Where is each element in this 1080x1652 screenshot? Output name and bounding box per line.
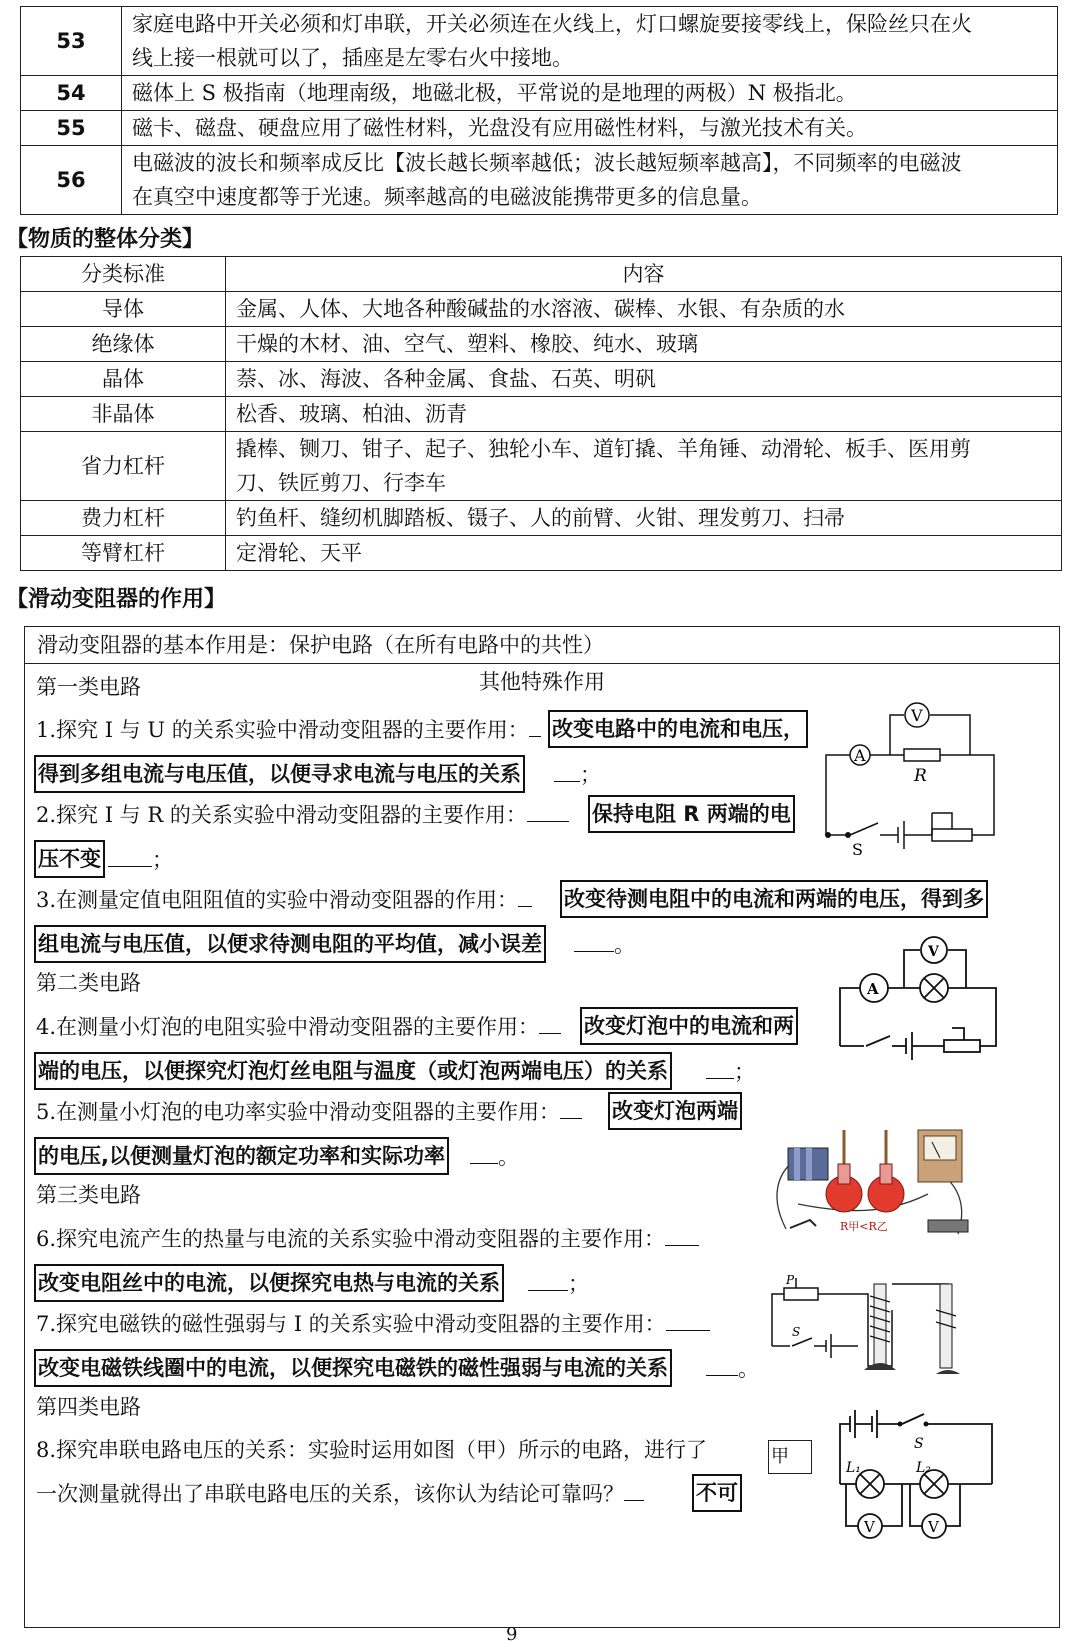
answer-end — [706, 1353, 759, 1384]
content-cell: 金属、人体、大地各种酸碱盐的水溶液、碳棒、水银、有杂质的水 — [226, 292, 1062, 327]
punct: 。 — [498, 1145, 519, 1169]
table-row — [21, 327, 1062, 362]
series-voltage-circuit — [820, 1404, 1010, 1574]
answer-blank — [108, 844, 152, 867]
answer-8: 不可 — [692, 1474, 742, 1512]
answer-blank — [529, 714, 541, 737]
question-text: 7.探究电磁铁的磁性强弱与 I 的关系实验中滑动变阻器的主要作用： — [36, 1312, 666, 1336]
table-row — [21, 397, 1062, 432]
row-text: 磁卡、磁盘、硬盘应用了磁性材料，光盘没有应用磁性材料，与激光技术有关。 — [122, 111, 1058, 146]
circuit-class-2: 第二类电路 — [36, 971, 141, 995]
content-cell: 松香、玻璃、柏油、沥青 — [226, 397, 1062, 432]
answer-blank — [518, 884, 532, 907]
resistor-label: R — [914, 766, 927, 786]
row-number: 54 — [21, 76, 122, 111]
row-text-line: 线上接一根就可以了，插座是左零右火中接地。 — [132, 46, 573, 70]
answer-blank — [666, 1308, 710, 1331]
answer-end — [574, 929, 635, 960]
answer-blank — [665, 1223, 699, 1246]
row-text-line: 在真空中速度都等于光速。频率越高的电磁波能携带更多的信息量。 — [132, 185, 762, 209]
table-row — [21, 111, 1058, 146]
table-row — [21, 146, 1058, 215]
voltmeter-2-label: V — [928, 1518, 939, 1536]
figure-jia-label: 甲 — [768, 1440, 812, 1474]
punct: ； — [152, 848, 173, 872]
answer-end — [554, 759, 601, 790]
row-text — [122, 7, 1058, 76]
content-cell: 干燥的木材、油、空气、塑料、橡胶、纯水、玻璃 — [226, 327, 1062, 362]
table-header-row — [21, 257, 1062, 292]
question-7 — [36, 1308, 710, 1339]
circuit-diagram-1 — [820, 695, 1010, 855]
category-cell: 非晶体 — [21, 397, 226, 432]
answer-blank — [560, 1096, 582, 1119]
slider-p-label: P — [786, 1273, 795, 1287]
answer-1a: 改变电路中的电流和电压， — [548, 710, 808, 748]
answer-3b: 组电流与电压值，以便求待测电阻的平均值，减小误差 — [34, 925, 546, 963]
question-1 — [36, 714, 541, 745]
answer-end — [706, 1056, 755, 1087]
question-8-line2 — [36, 1478, 644, 1509]
column-header: 内容 — [226, 257, 1062, 292]
question-text: 5.在测量小灯泡的电功率实验中滑动变阻器的主要作用： — [36, 1100, 561, 1124]
answer-3a: 改变待测电阻中的电流和两端的电压，得到多 — [560, 880, 988, 918]
category-cell: 导体 — [21, 292, 226, 327]
table-row — [21, 432, 1062, 501]
category-cell: 等臂杠杆 — [21, 536, 226, 571]
question-text: 2.探究 I 与 R 的关系实验中滑动变阻器的主要作用： — [36, 803, 527, 827]
answer-blank — [706, 1353, 738, 1376]
content-cell — [226, 432, 1062, 501]
question-4 — [36, 1011, 561, 1042]
question-text: 1.探究 I 与 U 的关系实验中滑动变阻器的主要作用： — [36, 718, 529, 742]
answer-blank — [470, 1141, 498, 1164]
question-text: 3.在测量定值电阻阻值的实验中滑动变阻器的作用： — [36, 888, 519, 912]
category-cell: 晶体 — [21, 362, 226, 397]
answer-7: 改变电磁铁线圈中的电流，以便探究电磁铁的磁性强弱与电流的关系 — [34, 1349, 672, 1387]
resistance-compare-label: R甲<R乙 — [840, 1220, 888, 1233]
ammeter-label: A — [867, 980, 879, 998]
answer-5b: 的电压,以便测量灯泡的额定功率和实际功率 — [34, 1137, 449, 1175]
lamp-l2-label: L₂ — [916, 1460, 931, 1476]
switch-label: S — [792, 1325, 801, 1339]
answer-end — [470, 1141, 519, 1172]
row-text — [122, 146, 1058, 215]
answer-2b: 压不变 — [34, 840, 105, 878]
circuit-class-4: 第四类电路 — [36, 1395, 141, 1419]
question-2 — [36, 799, 569, 830]
answer-blank — [527, 799, 569, 822]
circuit-class-1: 第一类电路 — [36, 675, 141, 699]
answer-blank — [554, 759, 580, 782]
category-cell: 绝缘体 — [21, 327, 226, 362]
answer-blank — [539, 1011, 561, 1034]
answer-1b: 得到多组电流与电压值，以便寻求电流与电压的关系 — [34, 755, 525, 793]
electromagnet-apparatus — [768, 1270, 978, 1388]
row-number: 53 — [21, 7, 122, 76]
content-cell: 萘、冰、海波、各种金属、食盐、石英、明矾 — [226, 362, 1062, 397]
table-row — [21, 292, 1062, 327]
answer-blank — [624, 1478, 644, 1501]
table-row — [21, 76, 1058, 111]
question-3 — [36, 884, 532, 915]
voltmeter-1-label: V — [864, 1518, 875, 1536]
answer-2a: 保持电阻 R 两端的电 — [588, 795, 795, 833]
circuit-diagram-2 — [834, 936, 1014, 1076]
answer-blank — [574, 929, 614, 952]
section-title-classification: 【物质的整体分类】 — [6, 227, 205, 252]
rules-table — [20, 6, 1058, 215]
punct: ； — [580, 763, 601, 787]
circuit-class-3: 第三类电路 — [36, 1183, 141, 1207]
row-text: 磁体上 S 极指南（地理南级，地磁北极，平常说的是地理的两极）N 极指北。 — [122, 76, 1058, 111]
section-title-rheostat: 【滑动变阻器的作用】 — [6, 587, 227, 612]
row-text-line: 家庭电路中开关必须和灯串联，开关必须连在火线上，灯口螺旋要接零线上，保险丝只在火 — [132, 12, 972, 36]
question-5 — [36, 1096, 582, 1127]
answer-blank — [706, 1056, 734, 1079]
punct: ； — [734, 1060, 755, 1084]
row-number: 55 — [21, 111, 122, 146]
joule-heating-apparatus — [768, 1124, 973, 1252]
content-line: 撬棒、铡刀、钳子、起子、独轮小车、道钉撬、羊角锤、动滑轮、板手、医用剪 — [236, 437, 971, 461]
basic-role: 滑动变阻器的基本作用是：保护电路（在所有电路中的共性） — [37, 633, 604, 657]
answer-blank — [528, 1268, 568, 1291]
table-row — [21, 7, 1058, 76]
row-number: 56 — [21, 146, 122, 215]
category-cell: 省力杠杆 — [21, 432, 226, 501]
question-8-line1: 8.探究串联电路电压的关系：实验时运用如图（甲）所示的电路，进行了 — [36, 1438, 708, 1462]
switch-label: S — [914, 1436, 924, 1452]
question-text: 6.探究电流产生的热量与电流的关系实验中滑动变阻器的主要作用： — [36, 1227, 666, 1251]
voltmeter-label: V — [928, 944, 939, 960]
question-text: 4.在测量小灯泡的电阻实验中滑动变阻器的主要作用： — [36, 1015, 540, 1039]
content-cell: 定滑轮、天平 — [226, 536, 1062, 571]
answer-4b: 端的电压，以便探究灯泡灯丝电阻与温度（或灯泡两端电压）的关系 — [34, 1052, 672, 1090]
page-number: 9 — [506, 1624, 518, 1645]
switch-label: S — [852, 840, 863, 855]
content-cell: 钓鱼杆、缝纫机脚踏板、镊子、人的前臂、火钳、理发剪刀、扫帚 — [226, 501, 1062, 536]
classification-table — [20, 256, 1062, 571]
table-row — [21, 501, 1062, 536]
column-header: 分类标准 — [21, 257, 226, 292]
answer-4a: 改变灯泡中的电流和两 — [580, 1007, 798, 1045]
table-row — [21, 362, 1062, 397]
question-6 — [36, 1223, 699, 1254]
ammeter-label: A — [854, 746, 866, 765]
voltmeter-label: V — [911, 706, 923, 725]
question-text: 一次测量就得出了串联电路电压的关系，该你认为结论可靠吗？ — [36, 1482, 624, 1506]
content-line: 刀、铁匠剪刀、行李车 — [236, 471, 446, 495]
row-text-line: 电磁波的波长和频率成反比【波长越长频率越低；波长越短频率越高】，不同频率的电磁波 — [132, 151, 962, 175]
punct: 。 — [614, 933, 635, 957]
divider — [25, 663, 1059, 664]
punct: 。 — [738, 1357, 759, 1381]
lamp-l1-label: L₁ — [846, 1460, 861, 1476]
answer-6: 改变电阻丝中的电流，以便探究电热与电流的关系 — [34, 1264, 504, 1302]
category-cell: 费力杠杆 — [21, 501, 226, 536]
punct: ； — [568, 1272, 589, 1296]
answer-5a: 改变灯泡两端 — [608, 1092, 742, 1130]
other-roles-heading: 其他特殊作用 — [479, 670, 605, 694]
table-row — [21, 536, 1062, 571]
answer-end — [528, 1268, 589, 1299]
answer-end — [108, 844, 173, 875]
